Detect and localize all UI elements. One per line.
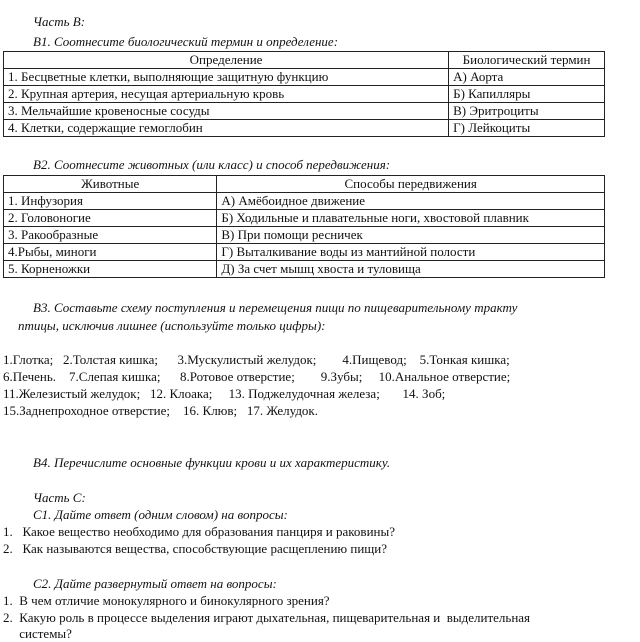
b2-animal-cell: 1. Инфузория (4, 193, 217, 210)
b2-animal-cell: 3. Ракообразные (4, 227, 217, 244)
c1-question-1: 1. Какое вещество необходимо для образования панциря и раковины? (3, 524, 395, 539)
b2-animal-cell: 2. Головоногие (4, 210, 217, 227)
table-row (4, 193, 605, 210)
c1-heading: С1. Дайте ответ (одним словом) на вопросы: (33, 507, 288, 522)
b3-heading-line1: В3. Составьте схему поступления и перемещения пищи по пищеварительному тракту (33, 300, 518, 315)
b1-term-cell: Б) Капилляры (449, 86, 605, 103)
b3-items-line2: 6.Печень. 7.Слепая кишка; 8.Ротовое отверстие; 9.Зубы; 10.Анальное отверстие; (3, 369, 511, 384)
b1-header-definition: Определение (4, 52, 449, 69)
part-c-title: Часть С: (33, 490, 86, 505)
b2-table (3, 175, 605, 278)
b2-header-row (4, 176, 605, 193)
c1-question-2: 2. Как называются вещества, способствующие расщеплению пищи? (3, 541, 388, 556)
table-row (4, 210, 605, 227)
table-row (4, 227, 605, 244)
b1-header-term: Биологический термин (449, 52, 605, 69)
c2-question-1: 1. В чем отличие монокулярного и бинокулярного зрения? (3, 593, 330, 608)
b3-items-line1: 1.Глотка; 2.Толстая кишка; 3.Мускулистый желудок; 4.Пищевод; 5.Тонкая кишка; (3, 352, 510, 367)
b2-header-animals: Животные (4, 176, 217, 193)
c2-question-2-line1: 2. Какую роль в процессе выделения играют дыхательная, пищеварительная и выделительная (3, 610, 531, 625)
b2-header-locomotion: Способы передвижения (217, 176, 605, 193)
b1-definition-cell: 3. Мельчайшие кровеносные сосуды (4, 103, 449, 120)
c2-heading: С2. Дайте развернутый ответ на вопросы: (33, 576, 277, 591)
b2-method-cell: А) Амёбоидное движение (217, 193, 605, 210)
table-row (4, 244, 605, 261)
c2-question-2-line2: системы? (3, 626, 72, 641)
b2-animal-cell: 5. Корненожки (4, 261, 217, 278)
b1-term-cell: Г) Лейкоциты (449, 120, 605, 137)
b1-term-cell: А) Аорта (449, 69, 605, 86)
b1-definition-cell: 1. Бесцветные клетки, выполняющие защитную функцию (4, 69, 449, 86)
table-row (4, 103, 605, 120)
b3-heading-line2: птицы, исключив лишнее (используйте только цифры): (18, 318, 326, 333)
b3-items-line3: 11.Железистый желудок; 12. Клоака; 13. Поджелудочная железа; 14. Зоб; (3, 386, 446, 401)
b1-definition-cell: 2. Крупная артерия, несущая артериальную кровь (4, 86, 449, 103)
b1-heading: В1. Соотнесите биологический термин и определение: (33, 34, 339, 49)
b2-method-cell: Г) Выталкивание воды из мантийной полости (217, 244, 605, 261)
table-row (4, 69, 605, 86)
table-row (4, 120, 605, 137)
b1-term-cell: В) Эритроциты (449, 103, 605, 120)
b2-method-cell: Б) Ходильные и плавательные ноги, хвостовой плавник (217, 210, 605, 227)
b2-method-cell: Д) За счет мышц хвоста и туловища (217, 261, 605, 278)
b3-items-line4: 15.Заднепроходное отверстие; 16. Клюв; 17. Желудок. (3, 403, 318, 418)
b2-method-cell: В) При помощи ресничек (217, 227, 605, 244)
b1-definition-cell: 4. Клетки, содержащие гемоглобин (4, 120, 449, 137)
b1-table (3, 51, 605, 137)
b1-header-row (4, 52, 605, 69)
b4-heading: В4. Перечислите основные функции крови и их характеристику. (33, 455, 391, 470)
table-row (4, 261, 605, 278)
b2-heading: В2. Соотнесите животных (или класс) и способ передвижения: (33, 157, 391, 172)
part-b-title: Часть В: (33, 14, 86, 29)
b2-animal-cell: 4.Рыбы, миноги (4, 244, 217, 261)
table-row (4, 86, 605, 103)
